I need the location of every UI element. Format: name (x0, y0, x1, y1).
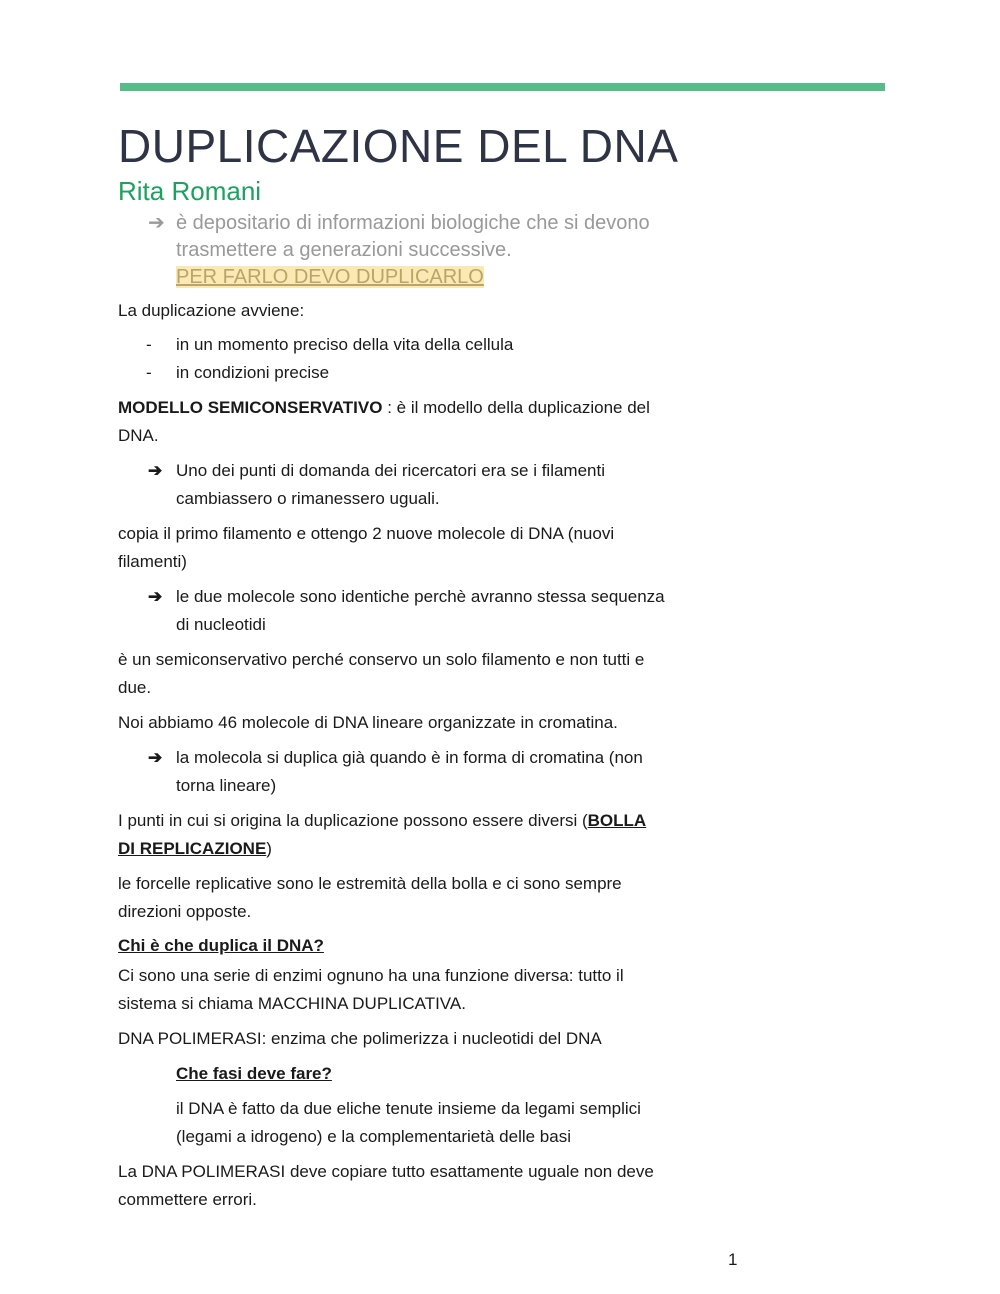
paragraph (118, 1095, 758, 1151)
document-author: Rita Romani (118, 176, 262, 206)
paragraph-modello (118, 394, 758, 450)
arrow-item-text: la molecola si duplica già quando è in forma di cromatina (non (176, 748, 643, 767)
arrow-item-text: di nucleotidi (176, 615, 266, 634)
arrow-item-text: le due molecole sono identiche perchè avranno stessa sequenza (176, 587, 665, 606)
paragraph-line: I punti in cui si origina la duplicazione possono essere diversi ( (118, 811, 588, 830)
paragraph-line: ) (266, 839, 272, 858)
paragraph: DNA POLIMERASI: enzima che polimerizza i nucleotidi del DNA (118, 1029, 602, 1048)
dash-icon: - (146, 335, 152, 354)
modello-text: DNA. (118, 426, 159, 445)
intro-line: trasmettere a generazioni successive. (176, 239, 512, 261)
paragraph-line: direzioni opposte. (118, 902, 252, 921)
arrow-item-text: torna lineare) (176, 776, 277, 795)
paragraph-line: copia il primo filamento e ottengo 2 nuove molecole di DNA (nuovi (118, 524, 615, 543)
paragraph: Noi abbiamo 46 molecole di DNA lineare organizzate in cromatina. (118, 713, 618, 732)
arrow-icon: ➔ (148, 748, 163, 767)
document-body (118, 118, 758, 1214)
dash-icon: - (146, 363, 152, 382)
modello-text: : è il modello della duplicazione del (382, 398, 650, 417)
paragraph (118, 646, 758, 702)
arrow-list-item (118, 583, 758, 639)
arrow-list-item (118, 457, 758, 513)
intro-line: è depositario di informazioni biologiche che si devono (176, 212, 650, 234)
intro-block (118, 210, 758, 291)
list-item-text: in condizioni precise (176, 363, 330, 382)
paragraph-line: filamenti) (118, 552, 187, 571)
bolla-term: DI REPLICAZIONE (118, 839, 267, 858)
section-heading: Chi è che duplica il DNA? (118, 936, 324, 955)
bolla-term: BOLLA (587, 811, 647, 830)
section-heading: Che fasi deve fare? (176, 1064, 332, 1083)
arrow-list-item (118, 744, 758, 800)
paragraph-line: il DNA è fatto da due eliche tenute insieme da legami semplici (176, 1099, 641, 1118)
page-number: 1 (728, 1250, 738, 1269)
arrow-icon: ➔ (148, 587, 163, 606)
list-item-text: in un momento preciso della vita della cellula (176, 335, 514, 354)
paragraph (118, 520, 758, 576)
paragraph-line: La DNA POLIMERASI deve copiare tutto esattamente uguale non deve (118, 1162, 654, 1181)
document-title: DUPLICAZIONE DEL DNA (118, 120, 679, 172)
arrow-icon: ➔ (148, 212, 165, 234)
paragraph-line: (legami a idrogeno) e la complementarietà delle basi (176, 1127, 571, 1146)
paragraph (118, 1158, 758, 1214)
paragraph-line: due. (118, 678, 152, 697)
intro-highlight: PER FARLO DEVO DUPLICARLO (176, 266, 484, 288)
paragraph (118, 962, 758, 1018)
modello-term: MODELLO SEMICONSERVATIVO (118, 398, 383, 417)
paragraph-bolla (118, 807, 758, 863)
paragraph (118, 870, 758, 926)
accent-bar (120, 83, 885, 91)
paragraph-line: è un semiconservativo perché conservo un solo filamento e non tutti e (118, 650, 645, 669)
arrow-icon: ➔ (148, 461, 163, 480)
paragraph: La duplicazione avviene: (118, 301, 305, 320)
list-item (118, 359, 758, 387)
paragraph-line: commettere errori. (118, 1190, 257, 1209)
paragraph-line: sistema si chiama MACCHINA DUPLICATIVA. (118, 994, 466, 1013)
paragraph-line: Ci sono una serie di enzimi ognuno ha una funzione diversa: tutto il (118, 966, 624, 985)
paragraph-line: le forcelle replicative sono le estremità della bolla e ci sono sempre (118, 874, 622, 893)
list-item (118, 331, 758, 359)
arrow-item-text: cambiassero o rimanessero uguali. (176, 489, 440, 508)
arrow-item-text: Uno dei punti di domanda dei ricercatori era se i filamenti (176, 461, 606, 480)
